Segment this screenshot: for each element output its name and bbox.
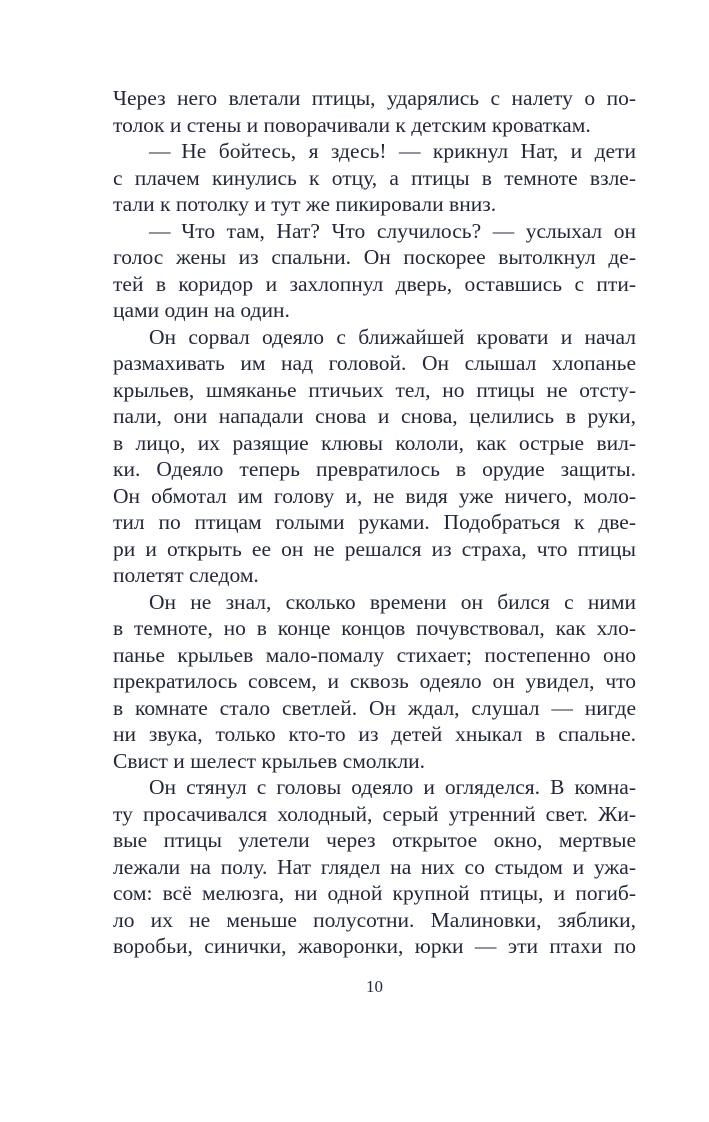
text-line: Он сорвал одеяло с ближайшей кровати и начал (149, 324, 636, 349)
text-line: тей в коридор и захлопнул дверь, оставшись с пти- (113, 271, 636, 296)
text-line: в темноте, но в конце концов почувствовал, как хло- (113, 616, 636, 640)
text-line: — Что там, Нат? Что случилось? — услыхал он (149, 218, 636, 243)
paragraph (113, 589, 636, 775)
text-line: цами один на один. (113, 298, 290, 322)
text-line: толок и стены и поворачивали к детским кроваткам. (113, 112, 591, 137)
paragraph (113, 218, 636, 324)
text-line: воробьи, синички, жаворонки, юрки — эти птахи по (113, 934, 636, 958)
text-line: в комнате стало светлей. Он ждал, слушал — нигде (113, 695, 636, 720)
text-line: ни звука, только кто-то из детей хныкал в спальне. (113, 722, 636, 746)
text-line: лежали на полу. Нат глядел на них со стыдом и ужа- (113, 854, 636, 879)
text-line: полетят следом. (113, 563, 259, 587)
text-line: ри и открыть ее он не решался из страха, что птицы (113, 536, 636, 561)
paragraph (113, 85, 636, 138)
text-line: — Не бойтесь, я здесь! — крикнул Нат, и дети (149, 139, 636, 163)
text-line: сом: всё мелюзга, ни одной крупной птицы, и погиб- (113, 881, 636, 905)
text-line: ки. Одеяло теперь превратилось в орудие защиты. (113, 457, 636, 481)
text-line: вые птицы улетели через открытое окно, мертвые (113, 828, 636, 852)
book-text (113, 85, 636, 960)
text-line: в лицо, их разящие клювы кололи, как острые вил- (113, 430, 636, 455)
text-line: прекратилось совсем, и сквозь одеяло он увидел, что (113, 669, 636, 693)
paragraph (113, 324, 636, 589)
text-line: голос жены из спальни. Он поскорее вытолкнул де- (113, 245, 636, 269)
text-line: Он не знал, сколько времени он бился с ними (149, 589, 636, 614)
text-line: панье крыльев мало-помалу стихает; постепенно оно (113, 642, 636, 667)
text-line: с плачем кинулись к отцу, а птицы в темноте взле- (113, 165, 636, 190)
text-line: размахивать им над головой. Он слышал хлопанье (113, 351, 636, 375)
text-line: тил по птицам голыми руками. Подобраться к две- (113, 510, 636, 534)
text-line: Он обмотал им голову и, не видя уже ничего, моло- (113, 483, 636, 508)
text-line: Свист и шелест крыльев смолкли. (113, 748, 426, 773)
paragraph (113, 138, 636, 218)
text-line: пали, они нападали снова и снова, целились в руки, (113, 404, 636, 428)
text-line: крыльев, шмяканье птичьих тел, но птицы не отсту- (113, 377, 636, 402)
text-line: Через него влетали птицы, ударялись с налету о по- (113, 86, 636, 110)
text-line: тали к потолку и тут же пикировали вниз. (113, 192, 497, 216)
paragraph (113, 774, 636, 960)
page-number: 10 (366, 977, 383, 996)
text-line: ту просачивался холодный, серый утренний свет. Жи- (113, 801, 636, 826)
text-line: ло их не меньше полусотни. Малиновки, зяблики, (113, 907, 636, 932)
text-line: Он стянул с головы одеяло и огляделся. В комна- (149, 775, 636, 799)
